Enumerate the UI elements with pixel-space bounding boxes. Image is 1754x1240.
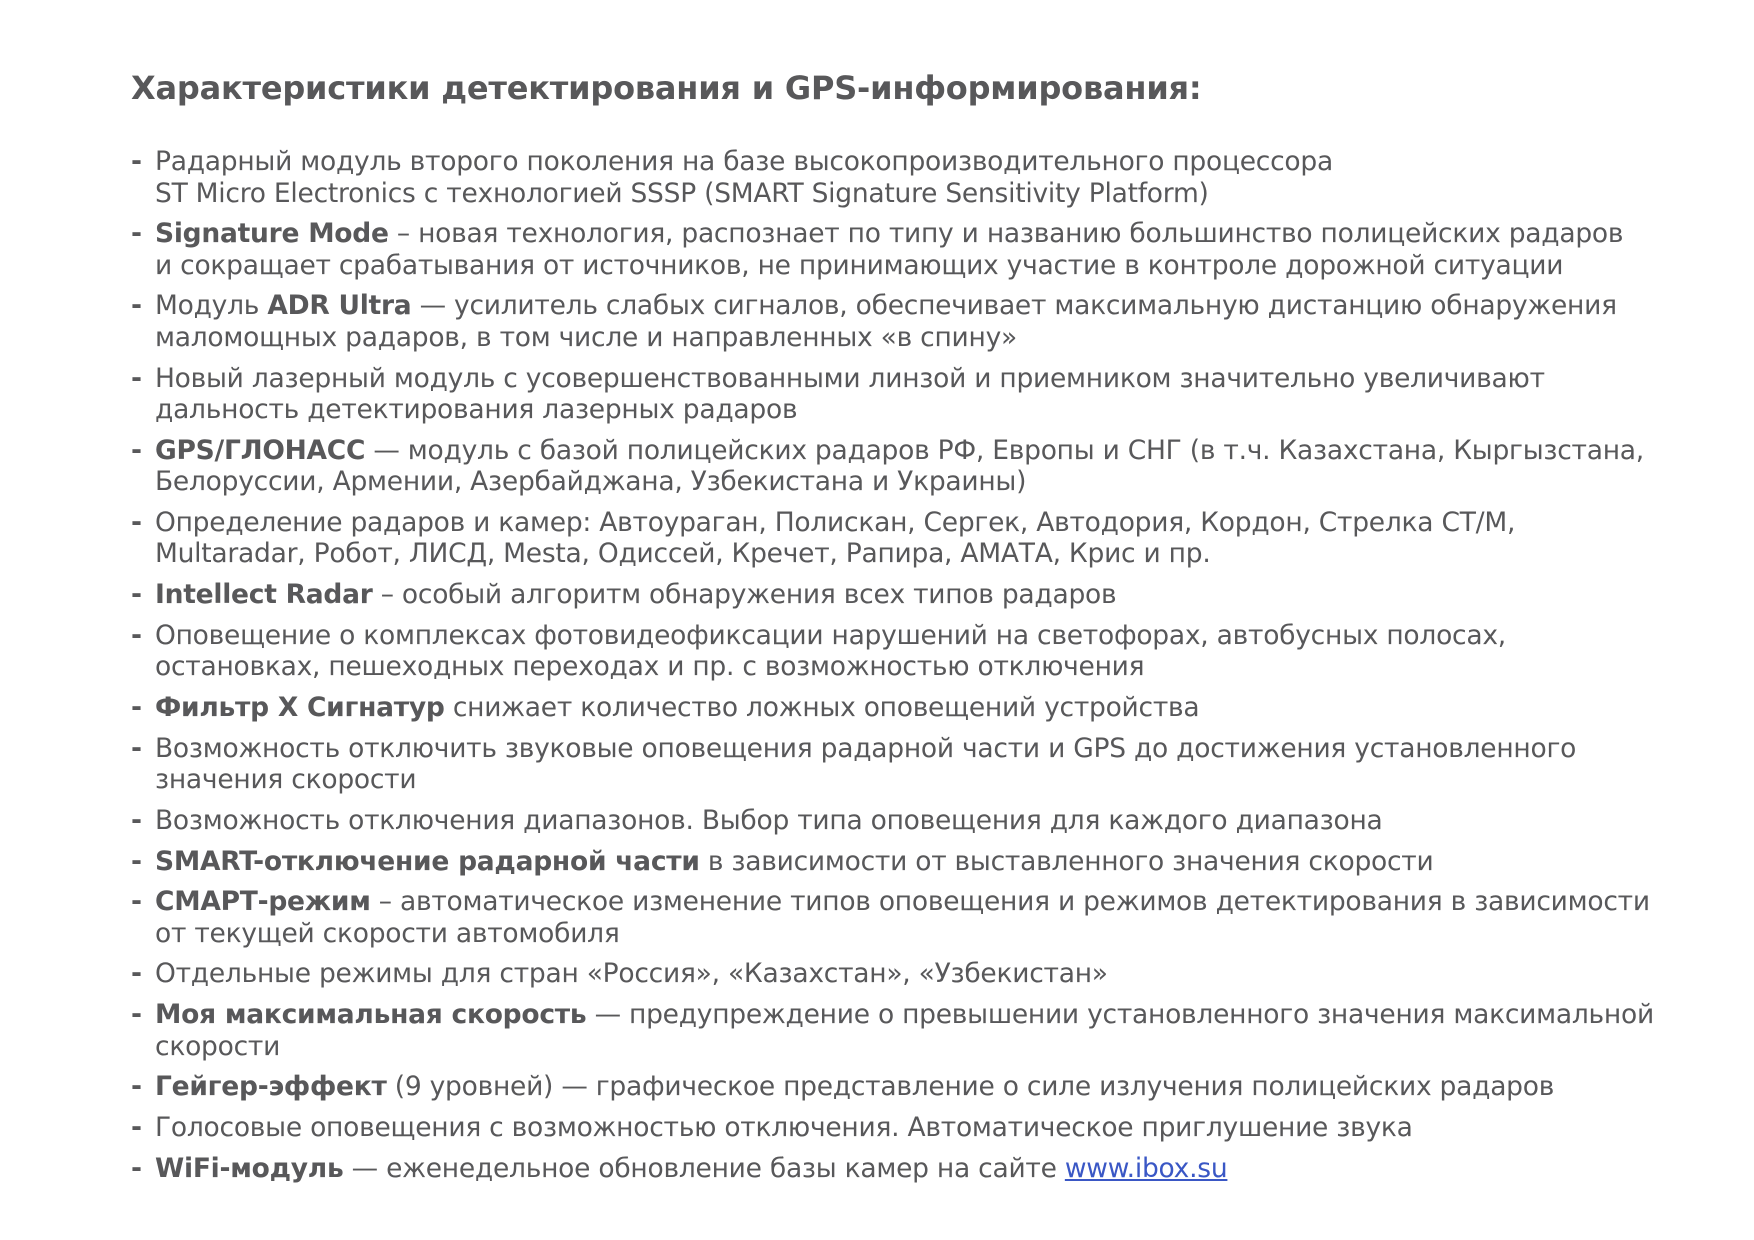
list-dash: - [131,845,142,877]
item-line-1: Модуль ADR Ultra — усилитель слабых сигналов, обеспечивает максимальную дистанцию обнаружения [155,290,1617,322]
item-line-1: Моя максимальная скорость — предупреждение о превышении установленного значения максимальной [155,999,1654,1031]
list-dash: - [131,619,142,651]
item-line-2: скорости [155,1030,281,1062]
item-line-1: Intellect Radar – особый алгоритм обнаружения всех типов радаров [155,579,1117,611]
list-dash: - [131,506,142,538]
list-item [131,1071,1691,1103]
list-item [131,1112,1691,1144]
item-bold-term: СМАРТ-режим [155,886,371,918]
list-dash: - [131,434,142,466]
item-line-2: Multaradar, Робот, ЛИСД, Mesta, Одиссей, Кречет, Рапира, АМАТА, Крис и пр. [155,538,1211,570]
list-item [131,1153,1691,1185]
list-dash: - [131,999,142,1031]
item-line-1: WiFi-модуль — еженедельное обновление базы камер на сайте www.ibox.su [155,1152,1228,1184]
item-line-2: маломощных радаров, в том числе и направленных «в спину» [155,321,1017,353]
item-line-1: Отдельные режимы для стран «Россия», «Казахстан», «Узбекистан» [155,958,1108,990]
list-item [131,733,1691,796]
list-dash: - [131,1071,142,1103]
item-bold-term: SMART-отключение радарной части [155,845,700,877]
list-item [131,363,1691,426]
item-line-1: Оповещение о комплексах фотовидеофиксации нарушений на светофорах, автобусных полосах, [155,619,1506,651]
website-link[interactable]: www.ibox.su [1064,1152,1228,1184]
item-bold-term: Intellect Radar [155,579,373,611]
feature-list [131,146,1691,1184]
item-bold-term: Signature Mode [155,218,389,250]
item-bold-term: Фильтр Х Сигнатур [155,692,445,723]
list-dash: - [131,579,142,611]
item-line-1: Возможность отключения диапазонов. Выбор типа оповещения для каждого диапазона [155,804,1383,836]
list-item [131,218,1691,281]
page-title: Характеристики детектирования и GPS-информирования: [131,69,1202,107]
item-line-2: ST Micro Electronics с технологией SSSP (SMART Signature Sensitivity Platform) [155,177,1209,209]
item-line-2: от текущей скорости автомобиля [155,917,620,949]
list-item [131,620,1691,683]
item-line-1: Новый лазерный модуль с усовершенствованными линзой и приемником значительно увеличивают [155,362,1545,394]
list-dash: - [131,146,142,177]
item-line-2: остановках, пешеходных переходах и пр. с возможностью отключения [155,651,1145,683]
list-dash: - [131,1112,142,1143]
list-dash: - [131,886,142,918]
list-dash: - [131,958,142,990]
list-dash: - [131,804,142,836]
item-line-1: Радарный модуль второго поколения на базе высокопроизводительного процессора [155,146,1333,177]
list-item [131,507,1691,570]
list-item [131,692,1691,724]
list-dash: - [131,692,142,723]
list-item [131,958,1691,990]
list-dash: - [131,1152,142,1184]
list-dash: - [131,732,142,764]
item-line-1: Гейгер-эффект (9 уровней) — графическое представление о силе излучения полицейских радаров [155,1071,1555,1103]
item-bold-term: Моя максимальная скорость [155,999,587,1031]
item-line-1: GPS/ГЛОНАСС — модуль с базой полицейских радаров РФ, Европы и СНГ (в т.ч. Казахстана, Кыргызстана, [155,434,1644,466]
item-line-1: SMART-отключение радарной части в зависимости от выставленного значения скорости [155,845,1434,877]
list-item [131,846,1691,878]
list-item [131,805,1691,837]
list-dash: - [131,362,142,394]
list-item [131,886,1691,949]
item-bold-term: GPS/ГЛОНАСС [155,434,366,466]
list-dash: - [131,290,142,322]
item-line-2: дальность детектирования лазерных радаров [155,394,798,426]
document-page [131,68,1691,1193]
item-line-1: Фильтр Х Сигнатур снижает количество ложных оповещений устройства [155,692,1200,723]
item-line-1: СМАРТ-режим – автоматическое изменение типов оповещения и режимов детектирования в зависимости [155,886,1650,918]
item-line-1: Возможность отключить звуковые оповещения радарной части и GPS до достижения установленного [155,732,1577,764]
list-item [131,146,1691,209]
list-item [131,999,1691,1062]
item-bold-term: Гейгер-эффект [155,1071,387,1103]
item-line-2: значения скорости [155,764,417,796]
item-bold-term: WiFi-модуль [155,1152,344,1184]
list-dash: - [131,218,142,250]
item-line-1: Signature Mode – новая технология, распознает по типу и названию большинство полицейских радаров [155,218,1624,250]
item-line-1: Голосовые оповещения с возможностью отключения. Автоматическое приглушение звука [155,1112,1413,1143]
list-item [131,435,1691,498]
item-line-2: Белоруссии, Армении, Азербайджана, Узбекистана и Украины) [155,466,1027,498]
item-bold-term: ADR Ultra [267,290,412,322]
item-line-1: Определение радаров и камер: Автоураган, Полискан, Сергек, Автодория, Кордон, Стрелка СТ/М, [155,506,1516,538]
item-line-2: и сокращает срабатывания от источников, не принимающих участие в контроле дорожной ситуации [155,249,1564,281]
list-item [131,290,1691,353]
list-item [131,579,1691,611]
